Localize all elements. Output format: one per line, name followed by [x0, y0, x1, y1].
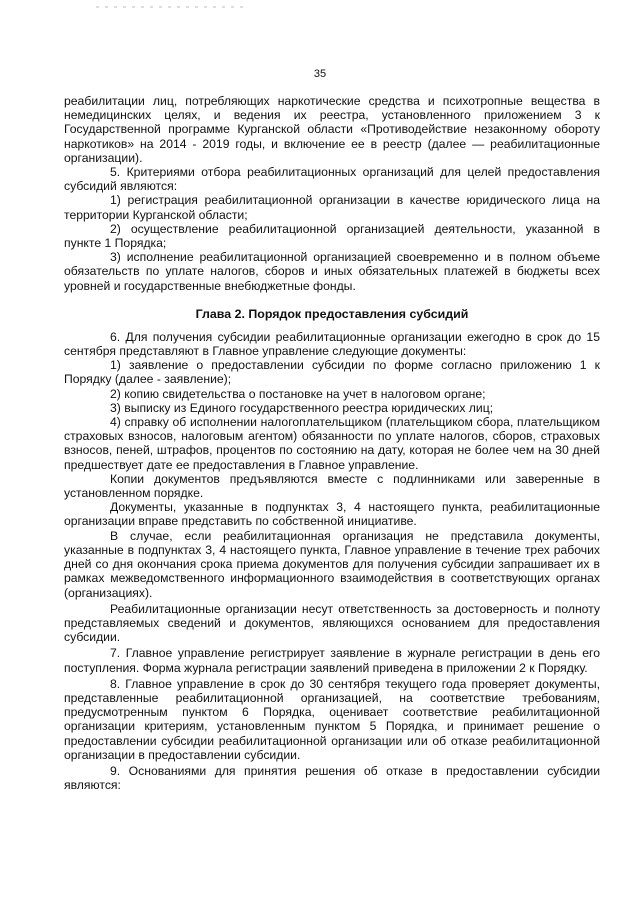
- chapter-heading: Глава 2. Порядок предоставления субсидий: [195, 306, 469, 321]
- paragraph-p-cont: реабилитации лиц, потребляющих наркотические средства и психотропные вещества в немедицинских целях, и ведения их реестра, установленного приложением 3 к Государственной программе Курганской области «Противодействие незаконному обороту наркотиков» на 2014 - 2019 годы, и включение ее в реестр (далее — реабилитационные организации).: [64, 94, 600, 165]
- page-number: 35: [313, 68, 327, 80]
- paragraph-p6-case: В случае, если реабилитационная организация не представила документы, указанные в подпунктах 3, 4 настоящего пункта, Главное управление в течение трех рабочих дней со дня окончания срока приема документов для получения субсидии запрашивает их в рамках межведомственного информационного взаимодействия в соответствующих органах (организациях).: [64, 528, 600, 600]
- paragraph-p8: 8. Главное управление в срок до 30 сентября текущего года проверяет документы, представленные реабилитационной организацией, на соответствие требованиям, предусмотренным пунктом 6 Порядка, оценивает соответствие реабилитационной организации критериям, установленным пунктом 5 Порядка, и принимает решение о предоставлении субсидии реабилитационной организации или об отказе реабилитационной организации в предоставлении субсидии.: [64, 676, 600, 762]
- paragraph-p6-copies: Копии документов предъявляются вместе с подлинниками или заверенные в установленном порядке.: [64, 471, 600, 501]
- paragraph-p5-2: 2) осуществление реабилитационной организацией деятельности, указанной в пункте 1 Порядка;: [64, 221, 600, 251]
- paragraph-p5-1: 1) регистрация реабилитационной организации в качестве юридического лица на территории Курганской области;: [64, 193, 600, 222]
- paragraph-p5-3: 3) исполнение реабилитационной организацией своевременно и в полном объеме обязательств по уплате налогов, сборов и иных обязательных платежей в бюджеты всех уровней и государственные внебюджетные фонды.: [64, 250, 600, 293]
- paragraph-p7: 7. Главное управление регистрирует заявление в журнале регистрации в день его поступления. Форма журнала регистрации заявлений приведена в приложении 2 к Порядку.: [64, 646, 600, 675]
- paragraph-p6-1: 1) заявление о предоставлении субсидии по форме согласно приложению 1 к Порядку (далее - заявление);: [64, 358, 600, 387]
- paragraph-p6: 6. Для получения субсидии реабилитационные организации ежегодно в срок до 15 сентября представляют в Главное управление следующие документы:: [64, 329, 600, 359]
- paragraph-p9: 9. Основаниями для принятия решения об отказе в предоставлении субсидии являются:: [64, 763, 600, 793]
- document-body: [64, 94, 600, 792]
- paragraph-p6-docs: Документы, указанные в подпунктах 3, 4 настоящего пункта, реабилитационные организации вправе представить по собственной инициативе.: [64, 500, 600, 529]
- paragraph-p6-2: 2) копию свидетельства о постановке на учет в налоговом органе;: [110, 386, 486, 401]
- scan-artifact: [96, 6, 246, 8]
- section-procedure: [64, 330, 600, 793]
- paragraph-p6-resp: Реабилитационные организации несут ответственность за достоверность и полноту представляемых сведений и документов, являющихся основанием для предоставления субсидии.: [64, 601, 600, 645]
- paragraph-p6-4: 4) справку об исполнении налогоплательщиком (плательщиком сбора, плательщиком страховых взносов, налоговым агентом) обязанности по уплате налогов, сборов, страховых взносов, пеней, штрафов, процентов по состоянию на дату, которая не более чем на 30 дней предшествует дате ее предоставления в Главное управление.: [64, 415, 600, 472]
- section-criteria: [64, 94, 600, 293]
- paragraph-p5: 5. Критериями отбора реабилитационных организаций для целей предоставления субсидий являются:: [64, 165, 600, 194]
- paragraph-p6-3: 3) выписку из Единого государственного реестра юридических лиц;: [110, 400, 494, 415]
